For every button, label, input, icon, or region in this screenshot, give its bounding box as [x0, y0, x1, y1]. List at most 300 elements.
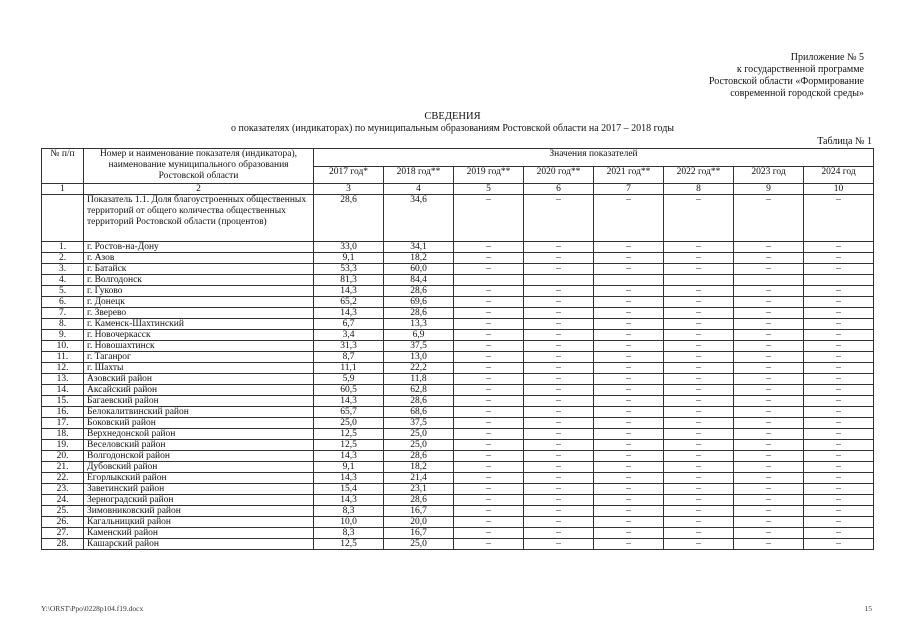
row-value: 9,1 [314, 253, 384, 264]
row-value: – [594, 539, 664, 550]
row-value: – [594, 319, 664, 330]
row-name: г. Каменск-Шахтинский [84, 319, 314, 330]
row-value: 18,2 [384, 253, 454, 264]
table-body [42, 195, 874, 550]
row-value: – [734, 539, 804, 550]
row-value: – [454, 319, 524, 330]
row-value: – [734, 319, 804, 330]
document-title: СВЕДЕНИЯ [424, 111, 481, 122]
row-value: – [664, 330, 734, 341]
row-value: – [524, 264, 594, 275]
row-value: – [524, 539, 594, 550]
row-value: – [734, 429, 804, 440]
row-number: 12. [42, 363, 84, 374]
row-value: 22,2 [384, 363, 454, 374]
row-value: – [664, 517, 734, 528]
row-value: 84,4 [384, 275, 454, 286]
row-value: – [734, 396, 804, 407]
appendix-line: к государственной программе [736, 64, 864, 75]
indicators-table [41, 148, 874, 550]
row-value: – [734, 297, 804, 308]
row-value: 65,2 [314, 297, 384, 308]
row-value: – [454, 495, 524, 506]
row-value: – [524, 506, 594, 517]
row-value: – [804, 506, 874, 517]
row-value: – [804, 385, 874, 396]
row-value: 18,2 [384, 462, 454, 473]
row-value: – [734, 484, 804, 495]
row-value: – [594, 418, 664, 429]
row-value: – [804, 451, 874, 462]
header-num: № п/п [42, 149, 84, 184]
row-value: – [524, 330, 594, 341]
row-value: – [524, 418, 594, 429]
row-value: 14,3 [314, 451, 384, 462]
column-number: 2 [84, 184, 314, 195]
appendix-caption [604, 52, 864, 100]
indicator-value: – [804, 195, 874, 242]
row-value: – [734, 418, 804, 429]
row-value: – [524, 528, 594, 539]
row-name: Егорлыкский район [84, 473, 314, 484]
header-year: 2020 год** [524, 166, 594, 184]
row-value: – [454, 264, 524, 275]
indicator-value: – [594, 195, 664, 242]
row-name: Заветинский район [84, 484, 314, 495]
row-value: 60,0 [384, 264, 454, 275]
row-value: 14,3 [314, 286, 384, 297]
row-value: 6,9 [384, 330, 454, 341]
indicator-value: 28,6 [314, 195, 384, 242]
row-value: 34,1 [384, 242, 454, 253]
row-number: 18. [42, 429, 84, 440]
appendix-line: современной городской среды» [730, 88, 864, 99]
table-row [42, 264, 874, 275]
row-value: – [804, 352, 874, 363]
column-number: 3 [314, 184, 384, 195]
row-value: – [524, 385, 594, 396]
row-value: 25,0 [384, 539, 454, 550]
row-value: 14,3 [314, 396, 384, 407]
column-number: 5 [454, 184, 524, 195]
row-value: 11,1 [314, 363, 384, 374]
row-value: – [454, 363, 524, 374]
row-value: – [524, 396, 594, 407]
column-number: 1 [42, 184, 84, 195]
row-value: – [734, 528, 804, 539]
header-year: 2024 год [804, 166, 874, 184]
row-value: – [524, 495, 594, 506]
row-number: 21. [42, 462, 84, 473]
row-number: 6. [42, 297, 84, 308]
row-value: – [804, 242, 874, 253]
row-value: – [804, 330, 874, 341]
row-value: 25,0 [384, 429, 454, 440]
row-name: Дубовский район [84, 462, 314, 473]
row-value: – [734, 451, 804, 462]
row-value: – [524, 407, 594, 418]
row-value: – [664, 352, 734, 363]
row-name: Веселовский район [84, 440, 314, 451]
row-value: 20,0 [384, 517, 454, 528]
document-heading [0, 111, 905, 135]
row-name: Багаевский район [84, 396, 314, 407]
row-value: – [804, 407, 874, 418]
row-value: – [594, 528, 664, 539]
table-row [42, 253, 874, 264]
row-value: 28,6 [384, 495, 454, 506]
row-value: – [594, 264, 664, 275]
row-value: 28,6 [384, 308, 454, 319]
row-number: 1. [42, 242, 84, 253]
row-value: – [524, 473, 594, 484]
header-values: Значения показателей [314, 149, 874, 167]
row-value: 14,3 [314, 495, 384, 506]
row-value: – [454, 440, 524, 451]
row-value: – [454, 407, 524, 418]
row-value: – [594, 407, 664, 418]
table-number: Таблица № 1 [817, 136, 872, 147]
row-value: – [594, 473, 664, 484]
table-row [42, 539, 874, 550]
row-value: – [594, 253, 664, 264]
row-value: – [664, 385, 734, 396]
row-value: – [734, 495, 804, 506]
row-value: – [524, 242, 594, 253]
row-name: Белокалитвинский район [84, 407, 314, 418]
row-value: – [594, 429, 664, 440]
table-row [42, 429, 874, 440]
row-value: – [804, 440, 874, 451]
row-value: – [804, 517, 874, 528]
row-value: – [454, 517, 524, 528]
row-value: 8,7 [314, 352, 384, 363]
row-value: – [594, 385, 664, 396]
row-value: – [524, 253, 594, 264]
header-year: 2019 год** [454, 166, 524, 184]
row-value: – [594, 495, 664, 506]
row-value: – [524, 374, 594, 385]
row-value: – [594, 440, 664, 451]
row-value [454, 275, 524, 286]
row-number: 15. [42, 396, 84, 407]
row-value: – [734, 308, 804, 319]
table-row [42, 275, 874, 286]
row-value: – [664, 440, 734, 451]
indicator-name: Показатель 1.1. Доля благоустроенных общественных территорий от общего количества общественных территорий Ростовской области (процентов) [84, 195, 314, 242]
row-value: – [804, 528, 874, 539]
document-subtitle: о показателях (индикаторах) по муниципальным образованиям Ростовской области на 2017 – 2018 годы [230, 123, 674, 134]
row-value [734, 275, 804, 286]
row-number: 10. [42, 341, 84, 352]
row-value: 13,3 [384, 319, 454, 330]
table-row [42, 363, 874, 374]
row-value: – [804, 495, 874, 506]
row-value: 25,0 [314, 418, 384, 429]
row-value: – [804, 418, 874, 429]
row-value: 15,4 [314, 484, 384, 495]
row-value: 65,7 [314, 407, 384, 418]
row-value: – [524, 451, 594, 462]
row-value: 33,0 [314, 242, 384, 253]
row-value: – [524, 440, 594, 451]
column-number-row [42, 184, 874, 195]
row-value: – [454, 352, 524, 363]
row-value: – [594, 352, 664, 363]
row-number: 11. [42, 352, 84, 363]
row-value: – [804, 264, 874, 275]
row-value: – [524, 319, 594, 330]
table-row [42, 517, 874, 528]
row-value: – [664, 484, 734, 495]
row-value: 10,0 [314, 517, 384, 528]
row-name: Верхнедонской район [84, 429, 314, 440]
row-value: – [454, 528, 524, 539]
row-value: – [524, 352, 594, 363]
row-value: – [594, 462, 664, 473]
indicator-value: – [454, 195, 524, 242]
row-number: 17. [42, 418, 84, 429]
row-value: – [734, 352, 804, 363]
row-value: – [664, 341, 734, 352]
row-value [524, 275, 594, 286]
indicator-value: 34,6 [384, 195, 454, 242]
row-value: – [594, 451, 664, 462]
row-value: 12,5 [314, 539, 384, 550]
row-number: 2. [42, 253, 84, 264]
row-value: 81,3 [314, 275, 384, 286]
row-value: – [594, 308, 664, 319]
row-value: 16,7 [384, 528, 454, 539]
row-name: г. Батайск [84, 264, 314, 275]
row-value: 28,6 [384, 451, 454, 462]
row-value: 23,1 [384, 484, 454, 495]
row-value: – [594, 297, 664, 308]
header-year: 2017 год* [314, 166, 384, 184]
row-name: г. Новошахтинск [84, 341, 314, 352]
row-value: – [524, 429, 594, 440]
table-row [42, 341, 874, 352]
table-row [42, 297, 874, 308]
row-value: – [594, 396, 664, 407]
row-number: 19. [42, 440, 84, 451]
row-value: – [804, 539, 874, 550]
row-number: 4. [42, 275, 84, 286]
row-number: 24. [42, 495, 84, 506]
row-value: – [454, 396, 524, 407]
row-value: – [524, 297, 594, 308]
row-value: – [664, 242, 734, 253]
row-value: – [734, 374, 804, 385]
row-value: – [454, 462, 524, 473]
row-value: – [594, 374, 664, 385]
row-value: – [664, 418, 734, 429]
row-value: – [454, 242, 524, 253]
row-value: 6,7 [314, 319, 384, 330]
row-value: – [734, 506, 804, 517]
row-name: г. Новочеркасск [84, 330, 314, 341]
row-value: – [664, 308, 734, 319]
row-value: 37,5 [384, 341, 454, 352]
table-row [42, 385, 874, 396]
row-value: – [734, 462, 804, 473]
header-year: 2023 год [734, 166, 804, 184]
row-name: г. Таганрог [84, 352, 314, 363]
row-value: – [664, 451, 734, 462]
row-value: – [594, 341, 664, 352]
indicator-row [42, 195, 874, 242]
row-value: – [664, 506, 734, 517]
row-value: 9,1 [314, 462, 384, 473]
row-value: 21,4 [384, 473, 454, 484]
row-number: 5. [42, 286, 84, 297]
row-number: 8. [42, 319, 84, 330]
row-value: – [734, 385, 804, 396]
header-year: 2018 год** [384, 166, 454, 184]
row-value: – [804, 297, 874, 308]
row-number: 26. [42, 517, 84, 528]
row-value: – [664, 297, 734, 308]
row-value: – [804, 308, 874, 319]
row-value: 8,3 [314, 506, 384, 517]
page-number: 15 [864, 604, 872, 613]
row-value: – [454, 539, 524, 550]
row-value: – [804, 286, 874, 297]
row-value: – [804, 396, 874, 407]
header-year: 2022 год** [664, 166, 734, 184]
row-value: – [454, 374, 524, 385]
row-name: г. Ростов-на-Дону [84, 242, 314, 253]
row-value: 25,0 [384, 440, 454, 451]
row-value: – [664, 462, 734, 473]
row-value: – [664, 429, 734, 440]
row-value: 62,8 [384, 385, 454, 396]
row-value: 60,5 [314, 385, 384, 396]
column-number: 6 [524, 184, 594, 195]
row-value: – [594, 506, 664, 517]
row-value: 8,3 [314, 528, 384, 539]
table-row [42, 440, 874, 451]
row-value: 13,0 [384, 352, 454, 363]
row-name: г. Азов [84, 253, 314, 264]
row-value: – [524, 517, 594, 528]
table-row [42, 352, 874, 363]
row-value: – [594, 242, 664, 253]
row-name: Зерноградский район [84, 495, 314, 506]
row-value: – [804, 484, 874, 495]
row-number: 27. [42, 528, 84, 539]
row-value: – [454, 473, 524, 484]
table-row [42, 418, 874, 429]
header-name: Номер и наименование показателя (индикатора), наименование муниципального образования Ростовской области [84, 149, 314, 184]
table-row [42, 451, 874, 462]
row-value: – [454, 308, 524, 319]
row-value: – [664, 396, 734, 407]
row-name: Каменский район [84, 528, 314, 539]
row-value: – [454, 253, 524, 264]
row-value: – [734, 286, 804, 297]
row-value: – [664, 374, 734, 385]
header-year: 2021 год** [594, 166, 664, 184]
column-number: 4 [384, 184, 454, 195]
table-row [42, 374, 874, 385]
row-value [664, 275, 734, 286]
row-number: 13. [42, 374, 84, 385]
appendix-line: Приложение № 5 [790, 52, 864, 63]
row-name: Боковский район [84, 418, 314, 429]
row-number: 25. [42, 506, 84, 517]
row-value: – [664, 264, 734, 275]
row-value: – [734, 473, 804, 484]
table-row [42, 506, 874, 517]
row-value: – [804, 341, 874, 352]
indicator-value: – [524, 195, 594, 242]
row-name: Зимовниковский район [84, 506, 314, 517]
row-name: Волгодонской район [84, 451, 314, 462]
table-row [42, 473, 874, 484]
row-value: – [734, 264, 804, 275]
row-number: 16. [42, 407, 84, 418]
row-value: – [664, 407, 734, 418]
row-name: г. Зверево [84, 308, 314, 319]
row-value: – [734, 363, 804, 374]
table-row [42, 495, 874, 506]
row-value: 12,5 [314, 440, 384, 451]
row-value: – [664, 528, 734, 539]
row-value: – [664, 253, 734, 264]
row-value: – [524, 341, 594, 352]
row-number: 22. [42, 473, 84, 484]
row-number: 3. [42, 264, 84, 275]
indicator-value: – [734, 195, 804, 242]
row-value: – [804, 374, 874, 385]
row-value: 11,8 [384, 374, 454, 385]
column-number: 9 [734, 184, 804, 195]
row-number: 20. [42, 451, 84, 462]
row-value: 69,6 [384, 297, 454, 308]
row-value: – [524, 363, 594, 374]
row-value: 37,5 [384, 418, 454, 429]
row-value: – [594, 363, 664, 374]
row-name: Аксайский район [84, 385, 314, 396]
row-value: – [454, 506, 524, 517]
row-value: 16,7 [384, 506, 454, 517]
row-number: 14. [42, 385, 84, 396]
row-value: – [804, 429, 874, 440]
row-value: – [454, 341, 524, 352]
row-value: – [664, 495, 734, 506]
row-value: – [664, 286, 734, 297]
row-value: 12,5 [314, 429, 384, 440]
row-value: – [524, 286, 594, 297]
row-number: 9. [42, 330, 84, 341]
column-number: 10 [804, 184, 874, 195]
row-value: – [804, 319, 874, 330]
row-value: 5,9 [314, 374, 384, 385]
row-name: г. Шахты [84, 363, 314, 374]
row-value: – [734, 242, 804, 253]
row-value: – [454, 385, 524, 396]
row-name: г. Донецк [84, 297, 314, 308]
table-row [42, 407, 874, 418]
table-row [42, 319, 874, 330]
table-row [42, 286, 874, 297]
row-value: 53,3 [314, 264, 384, 275]
row-value: – [594, 517, 664, 528]
row-value: 28,6 [384, 286, 454, 297]
row-value: – [664, 363, 734, 374]
row-value: – [804, 462, 874, 473]
